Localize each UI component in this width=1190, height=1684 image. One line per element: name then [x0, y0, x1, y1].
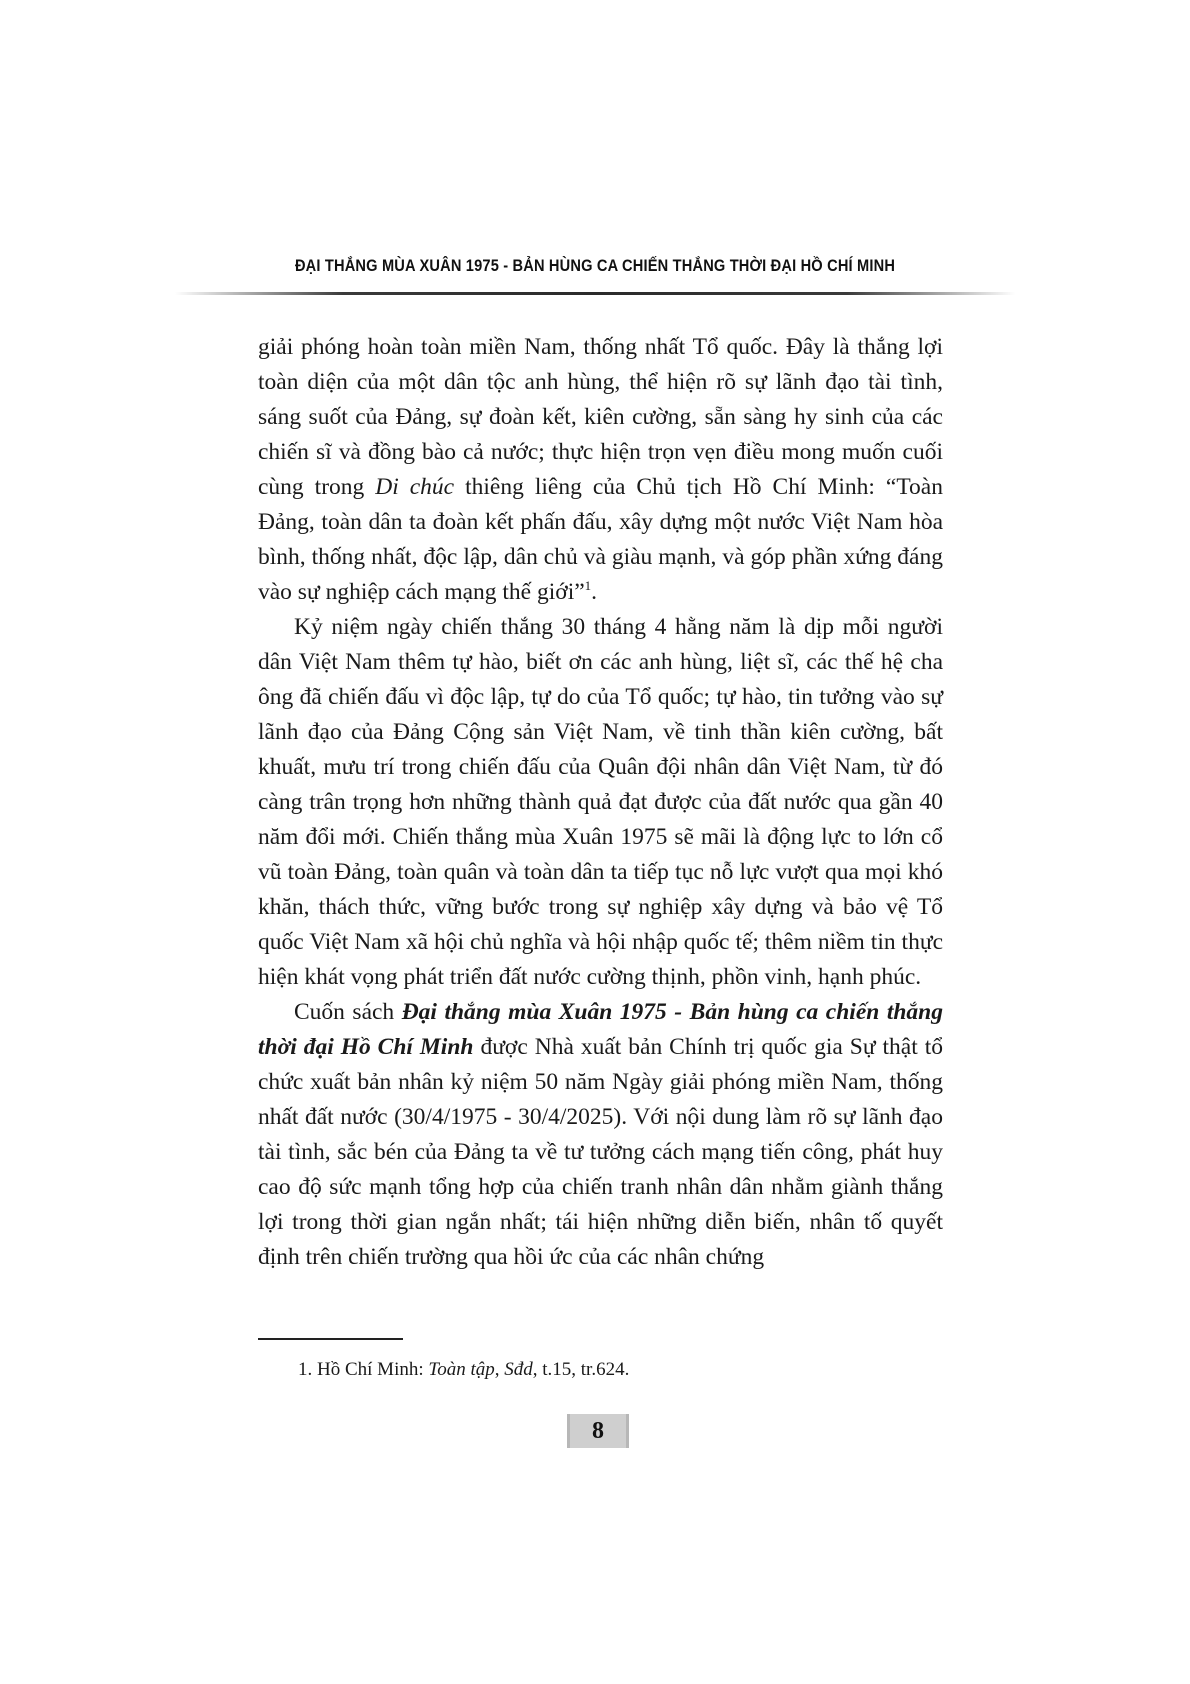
footnote-details: , t.15, tr.624.	[532, 1359, 630, 1380]
page-number-box	[567, 1414, 629, 1448]
header-rule	[175, 292, 1015, 295]
paragraph-3	[258, 995, 943, 1275]
footnote-reference[interactable]: 1	[584, 578, 592, 594]
di-chuc-title: Di chúc	[375, 474, 455, 500]
paragraph-3-text: được Nhà xuất bản Chính trị quốc gia Sự thật tổ chức xuất bản nhân kỷ niệm 50 năm Ngày giải phóng miền Nam, thống nhất đất nước (30/4/1975 - 30/4/2025). Với nội dung làm rõ sự lãnh đạo tài tình, sắc bén của Đảng ta về tư tưởng cách mạng tiến công, phát huy cao độ sức mạnh tổng hợp của chiến tranh nhân dân nhằm giành thắng lợi trong thời gian ngắn nhất; tái hiện những diễn biến, nhân tố quyết định trên chiến trường qua hồi ức của các nhân chứng	[258, 1034, 943, 1270]
footnote-author: Hồ Chí Minh:	[312, 1359, 429, 1380]
footnote-separator: ,	[494, 1359, 505, 1380]
footnote-source-abbrev: Sđd	[504, 1359, 533, 1380]
page-number: 8	[592, 1418, 604, 1444]
running-header: ĐẠI THẮNG MÙA XUÂN 1975 - BẢN HÙNG CA CHIẾN THẮNG THỜI ĐẠI HỒ CHÍ MINH	[294, 256, 896, 275]
footnote-number: 1.	[298, 1359, 313, 1380]
paragraph-1	[258, 330, 943, 610]
paragraph-1-text-b: thiêng liêng của Chủ tịch Hồ Chí Minh: “Toàn Đảng, toàn dân ta đoàn kết phấn đấu, xây dựng một nước Việt Nam hòa bình, thống nhất, độc lập, dân chủ và giàu mạnh, và góp phần xứng đáng vào sự nghiệp cách mạng thế giới”	[258, 474, 943, 605]
footnote-work-title: Toàn tập	[428, 1359, 495, 1380]
paragraph-3-lead: Cuốn sách	[294, 999, 402, 1025]
footnote-rule	[258, 1338, 403, 1340]
book-title: Đại thắng mùa Xuân 1975 - Bản hùng ca chiến thắng thời đại Hồ Chí Minh	[258, 999, 943, 1060]
body-text	[258, 330, 943, 1275]
footnote	[298, 1357, 629, 1383]
paragraph-2: Kỷ niệm ngày chiến thắng 30 tháng 4 hằng năm là dịp mỗi người dân Việt Nam thêm tự hào, biết ơn các anh hùng, liệt sĩ, các thế hệ cha ông đã chiến đấu vì độc lập, tự do của Tổ quốc; tự hào, tin tưởng vào sự lãnh đạo của Đảng Cộng sản Việt Nam, về tinh thần kiên cường, bất khuất, mưu trí trong chiến đấu của Quân đội nhân dân Việt Nam, từ đó càng trân trọng hơn những thành quả đạt được của đất nước qua gần 40 năm đổi mới. Chiến thắng mùa Xuân 1975 sẽ mãi là động lực to lớn cổ vũ toàn Đảng, toàn quân và toàn dân ta tiếp tục nỗ lực vượt qua mọi khó khăn, thách thức, vững bước trong sự nghiệp xây dựng và bảo vệ Tổ quốc Việt Nam xã hội chủ nghĩa và hội nhập quốc tế; thêm niềm tin thực hiện khát vọng phát triển đất nước cường thịnh, phồn vinh, hạnh phúc.	[258, 614, 943, 990]
paragraph-1-text-a: giải phóng hoàn toàn miền Nam, thống nhất Tổ quốc. Đây là thắng lợi toàn diện của một dân tộc anh hùng, thể hiện rõ sự lãnh đạo tài tình, sáng suốt của Đảng, sự đoàn kết, kiên cường, sẵn sàng hy sinh của các chiến sĩ và đồng bào cả nước; thực hiện trọn vẹn điều mong muốn cuối cùng trong	[258, 334, 943, 500]
paragraph-1-end: .	[591, 579, 598, 605]
